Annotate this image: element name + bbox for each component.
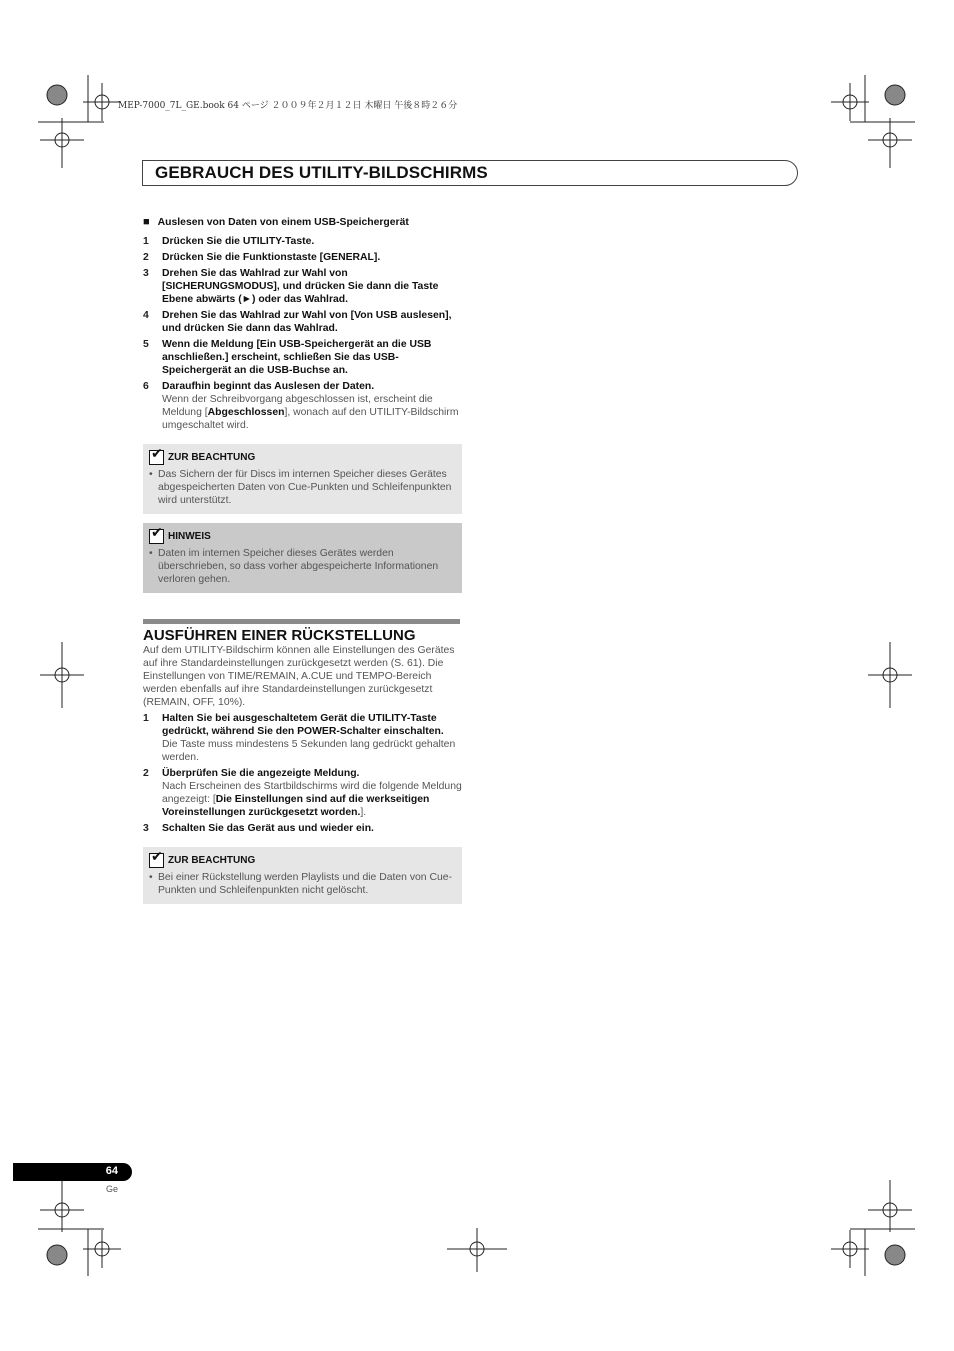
step-number: 5 <box>143 339 149 350</box>
step-text: Wenn die Meldung [Ein USB-Speichergerät an die USB anschließen.] erscheint, schließen Sie das USB-Speichergerät an die USB-Buchse an. <box>162 339 432 376</box>
step-text: Überprüfen Sie die angezeigte Meldung. <box>162 768 360 779</box>
step-detail: Nach Erscheinen des Startbildschirms wird die folgende Meldung angezeigt: [Die Einstellungen sind auf die werkseitigen Voreinstellungen zurückgesetzt worden.]. <box>162 781 462 818</box>
list-item <box>143 380 462 432</box>
section-heading: AUSFÜHREN EINER RÜCKSTELLUNG <box>143 627 416 644</box>
list-item <box>143 767 462 819</box>
step-number: 3 <box>143 268 149 279</box>
step-text: Drehen Sie das Wahlrad zur Wahl von [Von USB auslesen], und drücken Sie dann das Wahlrad. <box>162 310 452 334</box>
registration-disc-icon <box>47 85 67 105</box>
square-bullet-icon: ■ <box>143 216 150 228</box>
page-number-tab <box>13 1163 132 1181</box>
registration-disc-icon <box>885 85 905 105</box>
step-number: 1 <box>143 713 149 724</box>
note-title: ZUR BEACHTUNG <box>168 855 256 866</box>
step-text: Schalten Sie das Gerät aus und wieder ein. <box>162 823 374 834</box>
registration-disc-icon <box>47 1245 67 1265</box>
step-number: 3 <box>143 823 149 834</box>
list-item <box>143 338 462 377</box>
note-title: ZUR BEACHTUNG <box>168 452 256 463</box>
step-number: 6 <box>143 381 149 392</box>
step-number: 2 <box>143 768 149 779</box>
step-detail: Wenn der Schreibvorgang abgeschlossen ist, erscheint die Meldung [Abgeschlossen], wonach auf den UTILITY-Bildschirm umgeschaltet wird. <box>162 394 459 431</box>
step-text: Drücken Sie die UTILITY-Taste. <box>162 236 315 247</box>
step-number: 2 <box>143 252 149 263</box>
list-item <box>143 309 462 335</box>
checkmark-icon: ✔ <box>149 450 164 465</box>
main-column <box>143 214 462 904</box>
usb-read-steps <box>143 235 462 432</box>
note-text: Bei einer Rückstellung werden Playlists und die Daten von Cue-Punkten und Schleifenpunkten nicht gelöscht. <box>158 872 452 896</box>
note-box-hinweis <box>143 523 462 593</box>
note-text: Das Sichern der für Discs im internen Speicher dieses Gerätes abgespeicherten Daten von Cue-Punkten und Schleifenpunkten wird unterstützt. <box>158 469 452 506</box>
list-item <box>143 251 462 264</box>
language-code: Ge <box>106 1184 119 1194</box>
list-item <box>143 712 462 764</box>
usb-read-heading <box>143 216 462 229</box>
registration-disc-icon <box>885 1245 905 1265</box>
section-intro: Auf dem UTILITY-Bildschirm können alle Einstellungen des Gerätes auf ihre Standardeinstellungen zurückgesetzt werden (S. 61). Die Einstellungen von TIME/REMAIN, A.CUE und TEMPO-Bereich werden ebenfalls auf ihre Standardeinstellungen zurückgesetzt (REMAIN, OFF, 10%). <box>143 645 455 708</box>
step-text: Drehen Sie das Wahlrad zur Wahl von [SICHERUNGSMODUS], und drücken Sie dann die Taste Ebene abwärts (►) oder das Wahlrad. <box>162 268 439 305</box>
step-number: 4 <box>143 310 149 321</box>
note-item: • Bei einer Rückstellung werden Playlists und die Daten von Cue-Punkten und Schleifenpunkten nicht gelöscht. <box>149 871 454 897</box>
step-detail: Die Taste muss mindestens 5 Sekunden lang gedrückt gehalten werden. <box>162 739 456 763</box>
list-item <box>143 235 462 248</box>
section-divider <box>143 619 460 624</box>
note-item: • Daten im internen Speicher dieses Gerätes werden überschrieben, so dass vorher abgespeicherte Informationen verloren gehen. <box>149 547 454 586</box>
step-text: Halten Sie bei ausgeschaltetem Gerät die UTILITY-Taste gedrückt, während Sie den POWER-Schalter einschalten. <box>162 713 444 737</box>
usb-read-heading-text: Auslesen von Daten von einem USB-Speichergerät <box>157 217 409 228</box>
checkmark-icon: ✔ <box>149 853 164 868</box>
page-number: 64 <box>105 1165 118 1177</box>
print-header: MEP-7000_7L_GE.book 64 ページ ２００９年２月１２日 木曜日 午後８時２６分 <box>118 101 458 111</box>
reset-steps <box>143 712 462 835</box>
checkmark-icon: ✔ <box>149 529 164 544</box>
step-text: Daraufhin beginnt das Auslesen der Daten. <box>162 381 375 392</box>
step-number: 1 <box>143 236 149 247</box>
note-title: HINWEIS <box>168 531 211 542</box>
note-box-zur-beachtung <box>143 847 462 904</box>
note-item: • Das Sichern der für Discs im internen Speicher dieses Gerätes abgespeicherten Daten von Cue-Punkten und Schleifenpunkten wird unterstützt. <box>149 468 454 507</box>
step-text: Drücken Sie die Funktionstaste [GENERAL]. <box>162 252 381 263</box>
list-item <box>143 267 462 306</box>
list-item <box>143 822 462 835</box>
note-box-zur-beachtung <box>143 444 462 514</box>
note-text: Daten im internen Speicher dieses Gerätes werden überschrieben, so dass vorher abgespeicherte Informationen verloren gehen. <box>158 548 439 585</box>
page-title-bar <box>142 160 798 186</box>
page-title: GEBRAUCH DES UTILITY-BILDSCHIRMS <box>155 163 488 182</box>
